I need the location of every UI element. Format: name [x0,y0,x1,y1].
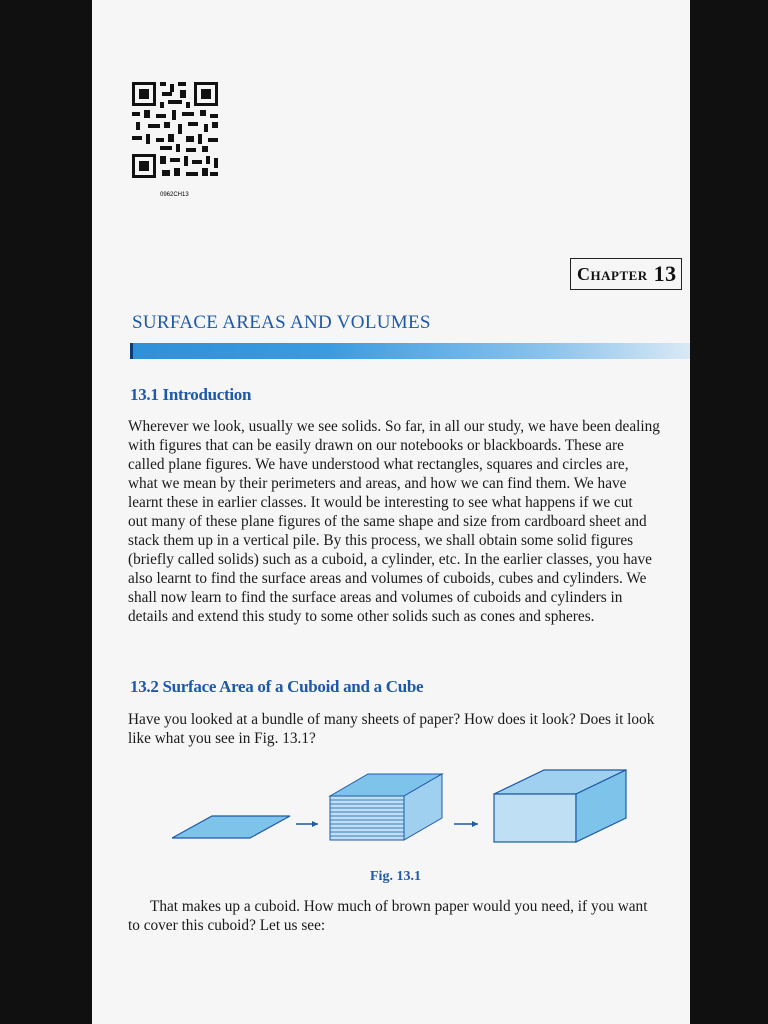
title-bar [130,343,690,359]
paragraph-line: That makes up a cuboid. How much of brown paper would you need, if you want [150,898,648,915]
paragraph-line: Have you looked at a bundle of many sheets of paper? How does it look? Does it look [128,711,655,728]
introduction-paragraph [128,417,678,626]
single-sheet-shape [172,816,290,838]
paragraph-line: out many of these plane figures of the same shape and size from cardboard sheet and [128,513,647,530]
paragraph-line: details and extend this study to some other solids such as cones and spheres. [128,608,595,625]
paragraph-line: with figures that can be easily drawn on our notebooks or blackboards. These are [128,437,624,454]
paragraph-line: shall now learn to find the surface areas and volumes of cuboids and cylinders in [128,589,623,606]
figure-13-1 [172,766,632,856]
section-heading-introduction: 13.1 Introduction [130,385,252,404]
textbook-page [92,0,690,1024]
paragraph-line: Wherever we look, usually we see solids. So far, in all our study, we have been dealing [128,418,660,435]
title-bar-edge [130,343,133,359]
figure-caption: Fig. 13.1 [370,869,421,884]
paragraph-line: called plane figures. We have understood what rectangles, squares and circles are, [128,456,629,473]
paragraph-line: learnt these in earlier classes. It would be interesting to see what happens if we cut [128,494,633,511]
section-heading-surface-area: 13.2 Surface Area of a Cuboid and a Cube [130,677,424,696]
chapter-badge [570,258,682,290]
paragraph-line: stack them up in a vertical pile. By this process, we shall obtain some solid figures [128,532,634,549]
chapter-label: Chapter [577,263,648,284]
paragraph-line: (briefly called solids) such as a cuboid, a cylinder, etc. In the earlier classes, you have [128,551,652,568]
arrow-1-head [312,821,318,827]
cuboid-shape [494,770,626,842]
qr-code-icon [130,80,220,180]
closing-paragraph [128,897,678,935]
arrow-2-head [472,821,478,827]
qr-code-label: 0962CH13 [160,192,189,198]
chapter-number: 13 [653,261,677,286]
paragraph-line: to cover this cuboid? Let us see: [128,917,326,934]
paper-stack-shape [330,774,442,840]
paragraph-line: like what you see in Fig. 13.1? [128,730,316,747]
chapter-title: SURFACE AREAS AND VOLUMES [132,312,431,333]
paragraph-line: what we mean by their perimeters and areas, and how we can find them. We have [128,475,627,492]
surface-area-paragraph [128,710,678,748]
paragraph-line: also learnt to find the surface areas and volumes of cuboids, cubes and cylinders. We [128,570,647,587]
qr-code-block [130,80,220,198]
